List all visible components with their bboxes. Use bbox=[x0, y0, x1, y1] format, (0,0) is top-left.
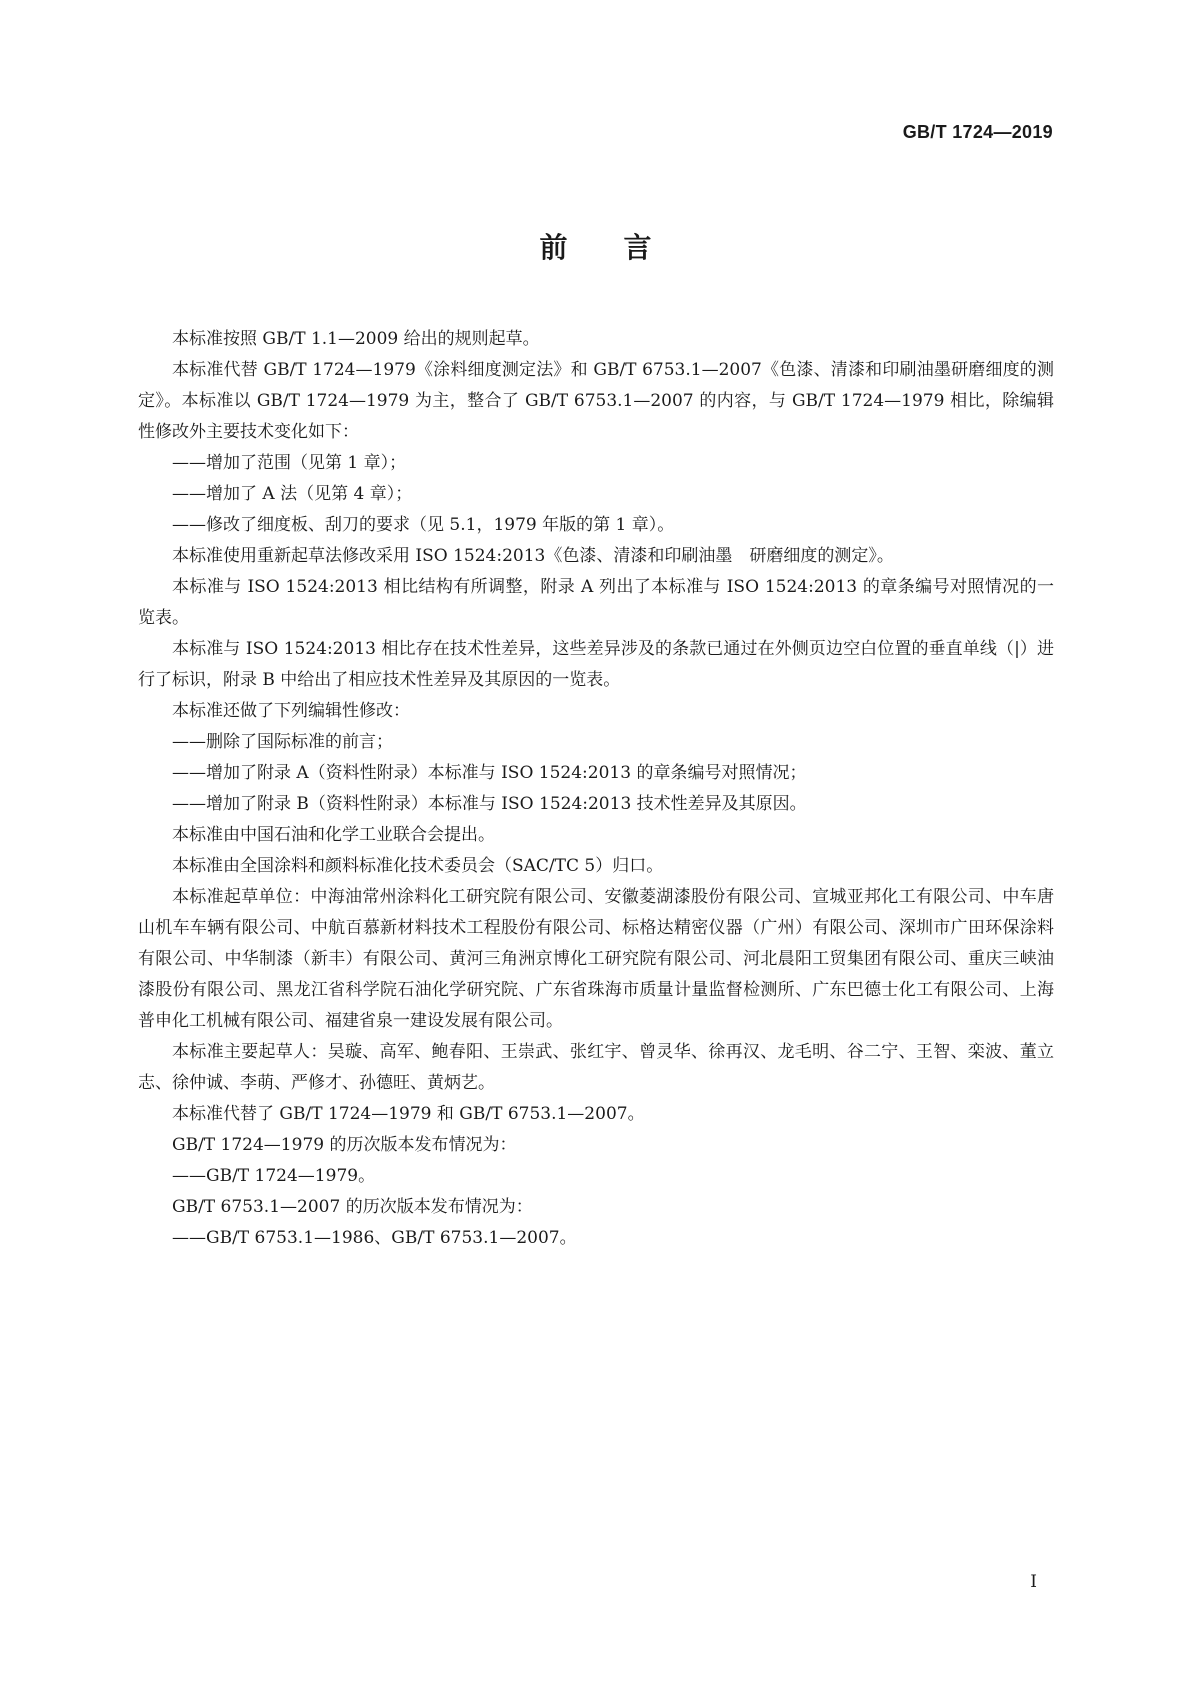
paragraph-history-1724: GB/T 1724—1979 的历次版本发布情况为： bbox=[172, 1135, 517, 1155]
page-number: I bbox=[1030, 1572, 1037, 1592]
paragraph-drafting-rules: 本标准按照 GB/T 1.1—2009 给出的规则起草。 bbox=[172, 329, 540, 349]
list-item: ——增加了范围（见第 1 章）； bbox=[172, 453, 407, 473]
paragraph-editorial-changes: 本标准还做了下列编辑性修改： bbox=[172, 701, 410, 721]
list-item: ——删除了国际标准的前言； bbox=[172, 732, 393, 752]
paragraph-replaced-standards: 本标准代替了 GB/T 1724—1979 和 GB/T 6753.1—2007。 bbox=[172, 1104, 645, 1124]
page-title: 前言 bbox=[539, 231, 708, 264]
list-item: ——修改了细度板、刮刀的要求（见 5.1，1979 年版的第 1 章）。 bbox=[172, 515, 675, 535]
paragraph-proposed-by: 本标准由中国石油和化学工业联合会提出。 bbox=[172, 825, 495, 845]
paragraph-main-drafters: 本标准主要起草人：吴璇、高军、鲍春阳、王崇武、张红宇、曾灵华、徐再汉、龙毛明、谷二宁、王智、栾波、董立志、徐仲诚、李萌、严修才、孙德旺、黄炳艺。 bbox=[138, 1042, 1054, 1093]
paragraph-history-6753: GB/T 6753.1—2007 的历次版本发布情况为： bbox=[172, 1197, 533, 1217]
paragraph-under-jurisdiction: 本标准由全国涂料和颜料标准化技术委员会（SAC/TC 5）归口。 bbox=[172, 856, 664, 876]
paragraph-structure-adjusted: 本标准与 ISO 1524:2013 相比结构有所调整，附录 A 列出了本标准与 ISO 1524:2013 的章条编号对照情况的一览表。 bbox=[138, 577, 1054, 628]
document-body bbox=[138, 324, 1054, 1254]
list-item: ——GB/T 1724—1979。 bbox=[172, 1166, 376, 1186]
list-item: ——增加了附录 B（资料性附录）本标准与 ISO 1524:2013 技术性差异及其原因。 bbox=[172, 794, 807, 814]
list-item: ——GB/T 6753.1—1986、GB/T 6753.1—2007。 bbox=[172, 1228, 577, 1248]
paragraph-technical-differences: 本标准与 ISO 1524:2013 相比存在技术性差异，这些差异涉及的条款已通过在外侧页边空白位置的垂直单线（|）进行了标识，附录 B 中给出了相应技术性差异及其原因的一览表。 bbox=[138, 639, 1054, 690]
paragraph-drafting-units: 本标准起草单位：中海油常州涂料化工研究院有限公司、安徽菱湖漆股份有限公司、宣城亚邦化工有限公司、中车唐山机车车辆有限公司、中航百慕新材料技术工程股份有限公司、标格达精密仪器（广州）有限公司、深圳市广田环保涂料有限公司、中华制漆（新丰）有限公司、黄河三角洲京博化工研究院有限公司、河北晨阳工贸集团有限公司、重庆三峡油漆股份有限公司、黑龙江省科学院石油化学研究院、广东省珠海市质量计量监督检测所、广东巴德士化工有限公司、上海普申化工机械有限公司、福建省泉一建设发展有限公司。 bbox=[138, 887, 1054, 1031]
list-item: ——增加了 A 法（见第 4 章）； bbox=[172, 484, 413, 504]
list-item: ——增加了附录 A（资料性附录）本标准与 ISO 1524:2013 的章条编号对照情况； bbox=[172, 763, 807, 783]
paragraph-iso-adoption: 本标准使用重新起草法修改采用 ISO 1524:2013《色漆、清漆和印刷油墨 研磨细度的测定》。 bbox=[172, 546, 894, 566]
standard-code: GB/T 1724—2019 bbox=[902, 122, 1053, 142]
paragraph-replaces: 本标准代替 GB/T 1724—1979《涂料细度测定法》和 GB/T 6753.1—2007《色漆、清漆和印刷油墨研磨细度的测定》。本标准以 GB/T 1724—1979 为主，整合了 GB/T 6753.1—2007 的内容，与 GB/T 1724—1979 相比，除编辑性修改外主要技术变化如下： bbox=[138, 360, 1054, 442]
